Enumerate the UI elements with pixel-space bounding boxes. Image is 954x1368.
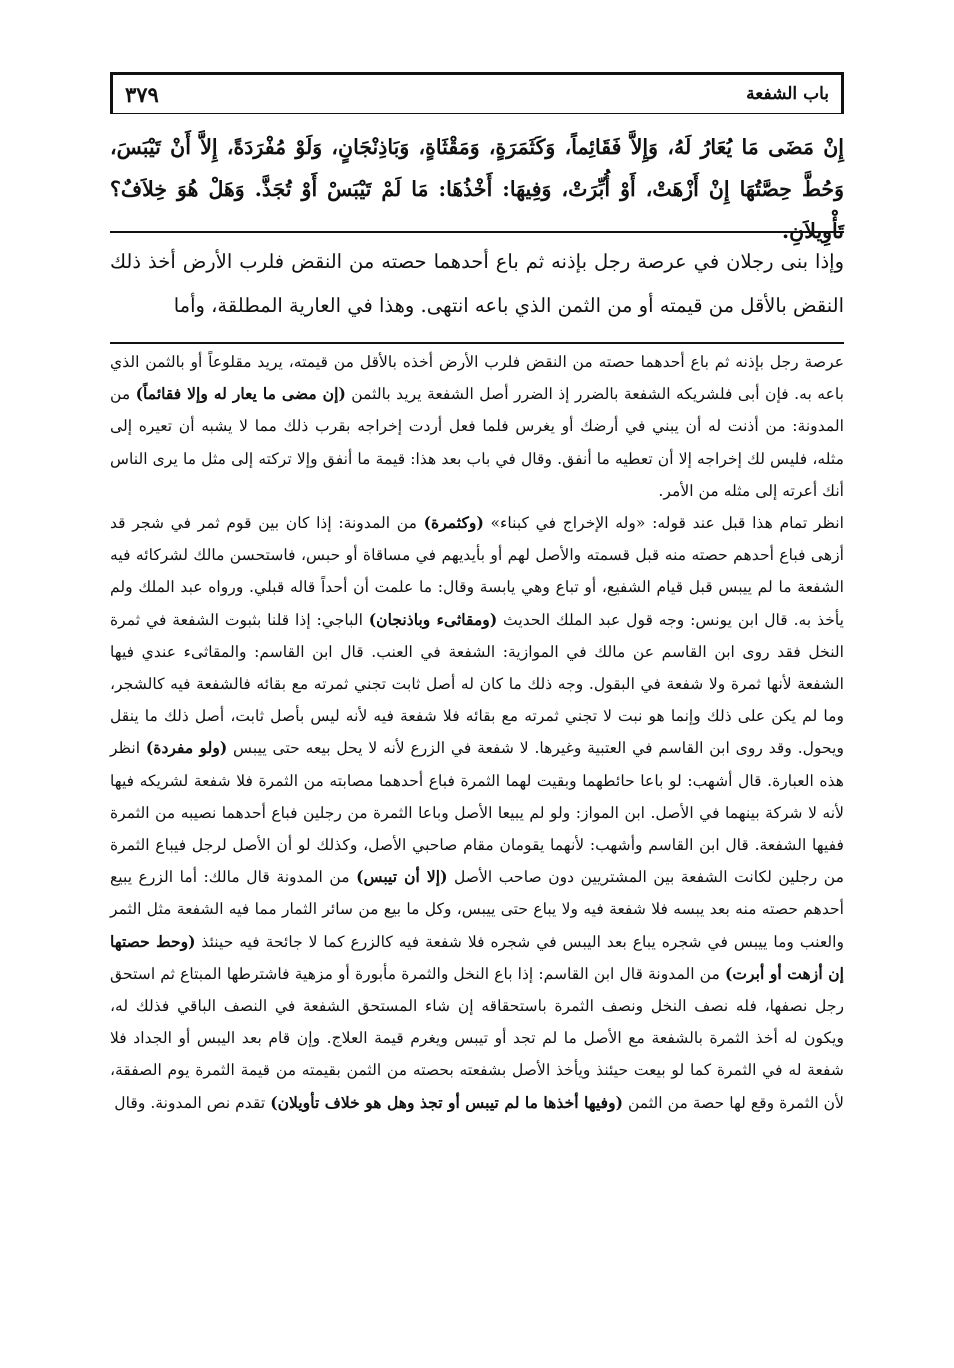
commentary-separator — [110, 342, 844, 344]
matn-quote: (وكثمرة) — [423, 513, 484, 533]
commentary-text: من المدونة قال مالك: أما الزرع يبيع أحدهم حصته منه بعد يبسه فلا شفعة فيه ولا يباع حتى ييبس، وكل ما بيع من سائر الثمار مما فيه الشفعة مثل الثمر والعنب وما ييبس في شجره يباع بعد اليبس في شجره فلا شفعة فيه كالزرع كما لا جائحة فيه حينئذ — [110, 868, 844, 951]
commentary-text: من المدونة: من أذنت له أن يبني في أرضك أو يغرس فلما فعل أردت إخراجه بقرب ذلك مما لا يشبه أن تعيره إلى مثله، فليس لك إخراجه إلا أن تعطيه ما أنفق. وقال في باب بعد هذا: قيمة ما أنفق وإلا تركته إلى مثل ما يرى الناس أنك أعرته إلى مثله من الأمر. — [110, 385, 844, 500]
commentary-text: من المدونة قال ابن القاسم: إذا باع النخل والثمرة مأبورة أو مزهية فاشترطها المبتاع ثم استحق رجل نصفها، فله نصف النخل ونصف الثمرة باستحقاقه إن شاء المستحق الشفعة في النصف الباقي فذلك له، ويكون له أخذ الثمرة بالشفعة مع الأصل ما لم تجد أو تيبس ويغرم قيمة العلاج. وإن قام بعد اليبس أو الجداد فلا شفعة له في الثمرة كما لو بيعت حيئنذ ويأخذ الأصل بشفعته بحصته من الثمن بقيمته من قيمة الثمرة يوم الصفقة، لأن الثمرة وقع لها حصة من الثمن — [110, 964, 844, 1112]
matn-quote: (وحط حصتها إن أزهت أو أبرت) — [110, 931, 844, 983]
page-number: ٣٧٩ — [125, 81, 159, 107]
commentary-text: الباجي: إذا قلنا بثبوت الشفعة في ثمرة النخل فقد روى ابن القاسم عن مالك في الموازية: الشفعة في العنب. قال ابن القاسم: والمقاثىء عندي فيها الشفعة لأنها ثمرة ولا شفعة في البقول. وجه ذلك ما كان له أصل ثابت تجني ثمرته مع بقائه فالشفعة فيه كالشجر، وما لم يكن على ذلك وإنما هو نبت لا تجني ثمرته مع بقائه فلا شفعة فيه لأنه ليس بأصل ثابت، أصل ذلك ما ينقل ويحول. وقد روى ابن القاسم في العتبية وغيرها. لا شفعة في الزرع لأنه لا يحل بيعه حتى ييبس — [110, 610, 844, 758]
chapter-title: باب الشفعة — [746, 84, 829, 104]
matn-quote: (وفيها أخذها ما لم تيبس أو تجذ وهل هو خلاف تأويلان) — [270, 1092, 623, 1112]
commentary-text: تقدم نص المدونة. وقال — [114, 1093, 266, 1112]
commentary-continuation: وإذا بنى رجلان في عرصة رجل بإذنه ثم باع أحدهما حصته من النقض فلرب الأرض أخذ ذلك النقض بالأقل من قيمته أو من الثمن الذي باعه انتهى. وهذا في العارية المطلقة، وأما — [110, 250, 844, 317]
commentary-text: انظر هذه العبارة. قال أشهب: لو باعا حائطهما وبقيت لهما الثمرة فباع أحدهما مصابته من الثمرة فلا شفعة لشريكه فيها لأنه لا شركة بينهما في الأصل. ابن المواز: ولو لم يبيعا الأصل وباعا الثمرة من رجلين فباع أحدهما نصيبه من الثمرة ففيها الشفعة. قال ابن القاسم وأشهب: لأنهما يقومان مقام صاحبي الأصل، وكذلك لو أن الأصل لرجل فيباع الثمرة من رجلين لكانت الشفعة بين المشتريين دون صاحب الأصل — [110, 739, 844, 887]
matn-separator — [110, 231, 844, 233]
matn-quote: (ومقاثىء وباذنجان) — [368, 609, 498, 629]
commentary-text: انظر تمام هذا قبل عند قوله: «وله الإخراج في كبناء» — [483, 514, 844, 533]
commentary-text: من المدونة: إذا كان بين قوم ثمر في شجر قد أزهى فباع أحدهم حصته منه قبل قسمته والأصل لهم أو بأيديهم في مساقاة أو حبس، فاستحسن مالك لشركائه فيه الشفعة ما لم ييبس قبل قيام الشفيع، أو تباع وهي يابسة وقال: ما علمت أن أحداً قاله قبلي. ورواه عبد الملك ولم يأخذ به. قال ابن يونس: وجه قول عبد الملك الحديث — [110, 514, 844, 629]
matn-quote: (ولو مفردة) — [145, 738, 228, 758]
matn-quote: (إن مضى ما يعار له وإلا فقائماً) — [135, 384, 346, 404]
commentary-text: عرصة رجل بإذنه ثم باع أحدهما حصته من النقض فلرب الأرض أخذه بالأقل من قيمته، يريد مقلوعاً أو بالثمن الذي باعه به. فإن أبى فلشريكه الشفعة بالضرر إذ الضرر أصل الشفعة يريد بالثمن — [110, 353, 844, 404]
commentary-main — [110, 346, 844, 1119]
running-header — [110, 72, 844, 114]
matn-quote: (إلا أن تيبس) — [356, 867, 448, 887]
matn-text: إِنْ مَضَى مَا يُعَارُ لَهُ، وَإِلاَّ فَقَائِماً، وَكَثَمَرَةٍ، وَمَقْثَاةٍ، وَبَاذِنْجَانٍ، وَلَوْ مُفْرَدَةً، إِلاَّ أَنْ تَيْبَسَ، وَحُطَّ حِصَّتُهَا إِنْ أَزْهَتْ، أَوْ أُبِّرَتْ، وَفِيهَا: أَخْذُهَا: مَا لَمْ تَيْبَسْ أَوْ تُجَذَّ. وَهَلْ هُوَ خِلاَفٌ؟ تَأْوِيلاَنِ. — [110, 135, 844, 243]
